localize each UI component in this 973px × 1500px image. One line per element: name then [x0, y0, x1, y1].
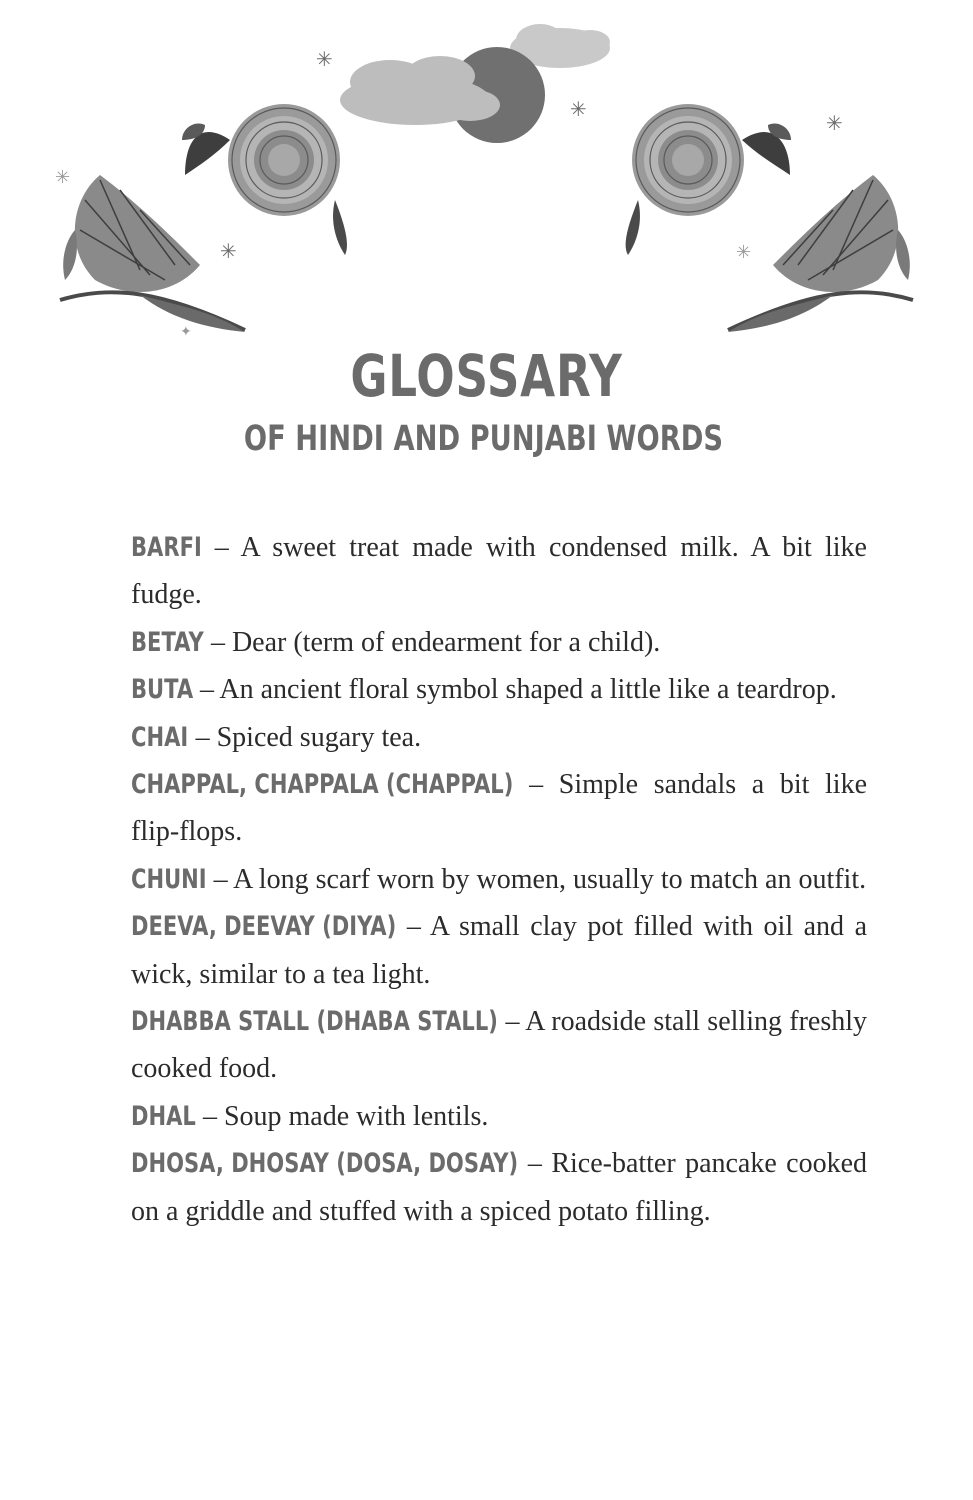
- glossary-definition: Soup made with lentils.: [223, 1100, 489, 1132]
- glossary-entry: [131, 524, 867, 619]
- glossary-definition: Simple sandals a bit like flip-flops.: [131, 769, 868, 848]
- glossary-entry: [131, 666, 867, 713]
- glossary-entry: [131, 856, 867, 903]
- glossary-term: BETAY: [131, 626, 204, 658]
- glossary-term: CHUNI: [131, 863, 207, 895]
- glossary-entry: [131, 714, 867, 761]
- separator: –: [203, 626, 225, 658]
- svg-text:✦: ✦: [180, 324, 192, 340]
- separator: –: [396, 911, 421, 943]
- glossary-term: DHOSA, DHOSAY (DOSA, DOSAY): [131, 1148, 519, 1180]
- glossary-term: DHABBA STALL (DHABA STALL): [131, 1006, 498, 1038]
- svg-text:✳: ✳: [55, 167, 71, 188]
- glossary-definition: A small clay pot filled with oil and a wick, similar to a tea light.: [131, 911, 867, 990]
- svg-text:✳: ✳: [826, 111, 843, 135]
- glossary-entry: [131, 1093, 867, 1140]
- flower-right-top: [626, 104, 791, 255]
- separator: –: [518, 1148, 542, 1180]
- separator: –: [498, 1006, 520, 1038]
- svg-text:✳: ✳: [736, 242, 752, 263]
- glossary-definition: Dear (term of endearment for a child).: [231, 626, 661, 658]
- glossary-term: DEEVA, DEEVAY (DIYA): [131, 911, 397, 943]
- separator: –: [192, 674, 214, 706]
- glossary-definition: Rice-batter pancake cooked on a griddle and stuffed with a spiced potato filling.: [131, 1148, 868, 1227]
- separator: –: [206, 863, 228, 895]
- glossary-entry: [131, 619, 867, 666]
- page-title: GLOSSARY: [350, 342, 623, 410]
- glossary-entry: [131, 903, 867, 998]
- separator: –: [513, 769, 544, 801]
- flower-left-top: [182, 104, 347, 255]
- glossary-term: CHAPPAL, CHAPPALA (CHAPPAL): [131, 769, 514, 801]
- glossary-definition: Spiced sugary tea.: [216, 721, 422, 753]
- glossary-entry: [131, 761, 867, 856]
- svg-text:✳: ✳: [316, 47, 333, 71]
- glossary-entry: [131, 1140, 867, 1235]
- glossary-definition: A long scarf worn by women, usually to match an outfit.: [233, 863, 867, 895]
- glossary-definition: A roadside stall selling freshly cooked food.: [131, 1006, 867, 1085]
- separator: –: [195, 1100, 217, 1132]
- svg-text:✳: ✳: [220, 239, 237, 263]
- moon-clouds-flowers-illustration: [0, 0, 973, 345]
- page-subtitle: OF HINDI AND PUNJABI WORDS: [243, 419, 724, 459]
- glossary-list: [131, 524, 867, 1235]
- glossary-entry: [131, 998, 867, 1093]
- svg-text:✳: ✳: [570, 97, 587, 121]
- glossary-term: CHAI: [131, 721, 189, 753]
- glossary-definition: An ancient floral symbol shaped a little like a teardrop.: [219, 674, 837, 706]
- title-block: [0, 338, 973, 464]
- glossary-term: DHAL: [131, 1100, 196, 1132]
- separator: –: [201, 532, 229, 563]
- separator: –: [188, 721, 210, 753]
- glossary-term: BARFI: [131, 532, 202, 563]
- flower-left-bottom: [60, 175, 245, 332]
- flower-right-bottom: [728, 175, 913, 332]
- glossary-term: BUTA: [131, 674, 194, 706]
- glossary-definition: A sweet treat made with condensed milk. A bit like fudge.: [131, 532, 867, 611]
